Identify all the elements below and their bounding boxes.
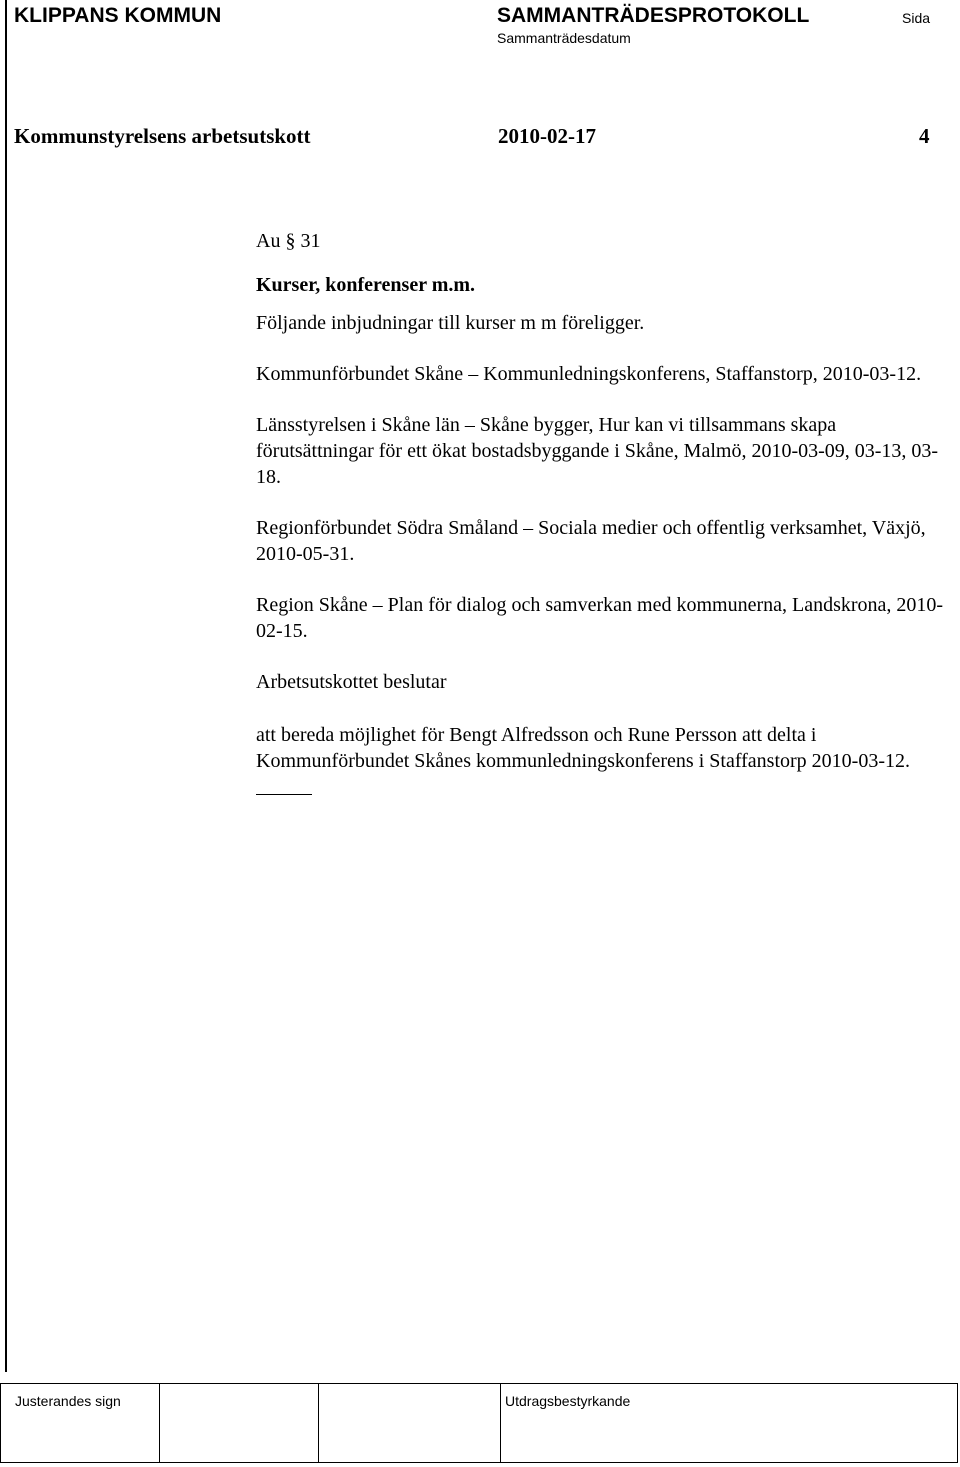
section-content: [256, 228, 956, 795]
page-label: Sida: [902, 10, 931, 26]
invitation-item: Region Skåne – Plan för dialog och samverkan med kommunerna, Landskrona, 2010-02-15.: [256, 594, 944, 642]
meeting-date-label: Sammanträdesdatum: [497, 30, 631, 46]
decision-heading: Arbetsutskottet beslutar: [256, 671, 447, 693]
document-type: SAMMANTRÄDESPROTOKOLL: [497, 4, 810, 27]
invitation-item: Kommunförbundet Skåne – Kommunledningskonferens, Staffanstorp, 2010-03-12.: [256, 363, 922, 385]
section-number: Au § 31: [256, 230, 321, 252]
footer-divider: [318, 1384, 319, 1462]
organization-name: KLIPPANS KOMMUN: [14, 4, 222, 27]
invitation-item: Länsstyrelsen i Skåne län – Skåne bygger, Hur kan vi tillsammans skapa förutsättningar för ett ökat bostadsbyggande i Skåne, Malmö, 2010-03-09, 03-13, 03-18.: [256, 414, 939, 488]
footer-divider: [500, 1384, 501, 1462]
left-margin-rule: [5, 0, 7, 1372]
decision-text: att bereda möjlighet för Bengt Alfredsson och Rune Persson att delta i Kommunförbundet Skånes kommunledningskonferens i Staffanstorp 2010-03-12.: [256, 724, 910, 772]
section-end-line: [256, 794, 312, 795]
committee-name: Kommunstyrelsens arbetsutskott: [14, 124, 311, 148]
meeting-date: 2010-02-17: [498, 124, 596, 148]
page-number: 4: [919, 124, 930, 148]
extract-certification-label: Utdragsbestyrkande: [505, 1393, 631, 1409]
footer-divider: [159, 1384, 160, 1462]
footer-signature-table: [0, 1383, 958, 1463]
section-title: Kurser, konferenser m.m.: [256, 274, 476, 296]
section-intro: Följande inbjudningar till kurser m m föreligger.: [256, 312, 645, 334]
invitation-item: Regionförbundet Södra Småland – Sociala medier och offentlig verksamhet, Växjö, 2010-05-31.: [256, 517, 926, 565]
justifier-signature-label: Justerandes sign: [15, 1393, 121, 1409]
